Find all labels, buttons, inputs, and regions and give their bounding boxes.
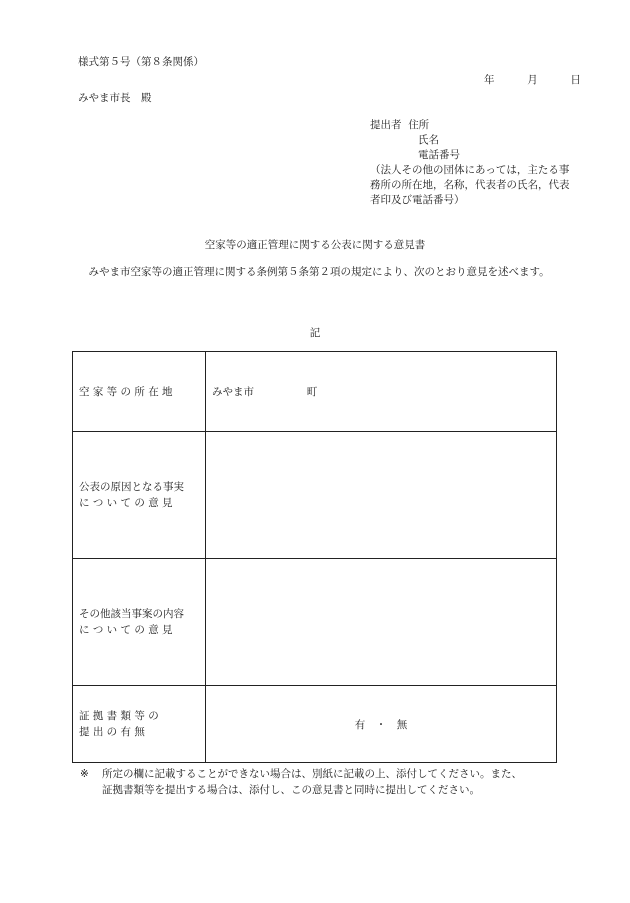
intro-paragraph: みやま市空家等の適正管理に関する条例第５条第２項の規定により、次のとおり意見を述べます。	[88, 266, 550, 278]
other-label-line2: に つ い て の 意 見	[79, 624, 173, 636]
date-line	[484, 72, 581, 87]
date-day: 日	[570, 74, 581, 86]
evidence-label	[73, 686, 206, 763]
cause-label-line1: 公表の原因となる事実	[79, 481, 184, 493]
location-value[interactable]	[206, 352, 557, 432]
footnote-mark: ※	[80, 768, 89, 780]
location-label: 空 家 等 の 所 在 地	[73, 352, 206, 432]
cause-label	[73, 432, 206, 559]
other-label-line1: その他該当事案の内容	[79, 608, 184, 620]
form-number: 様式第５号（第８条関係）	[78, 56, 204, 68]
table-row-other	[73, 559, 557, 686]
addressee: みやま市長 殿	[78, 92, 152, 104]
location-city: みやま市	[212, 386, 254, 398]
evidence-label-line2: 提 出 の 有 無	[79, 726, 145, 738]
opinion-table	[72, 351, 557, 763]
submitter-phone-label: 電話番号	[418, 149, 460, 161]
other-label	[73, 559, 206, 686]
table-row-cause	[73, 432, 557, 559]
document-title: 空家等の適正管理に関する公表に関する意見書	[204, 239, 426, 251]
submitter-name-label: 氏名	[418, 134, 439, 146]
evidence-label-line1: 証 拠 書 類 等 の	[79, 710, 159, 722]
date-year: 年	[484, 74, 495, 86]
footnote-line1: 所定の欄に記載することができない場合は、別紙に記載の上、添付してください。また、	[102, 768, 522, 780]
submitter-block	[370, 118, 460, 163]
date-month: 月	[527, 74, 538, 86]
table-row-location	[73, 352, 557, 432]
submitter-address-label: 住所	[408, 119, 430, 131]
evidence-value[interactable]: 有 ・ 無	[206, 686, 557, 763]
footnote	[80, 766, 560, 798]
submitter-label: 提出者	[370, 119, 402, 131]
cause-label-line2: に つ い て の 意 見	[79, 497, 173, 509]
submitter-address-row	[370, 118, 460, 133]
footnote-line2: 証拠書類等を提出する場合は、添付し、この意見書と同時に提出してください。	[102, 784, 480, 796]
cause-value[interactable]	[206, 432, 557, 559]
submitter-note: （法人その他の団体にあっては，主たる事務所の所在地，名称，代表者の氏名，代表者印及び電話番号）	[370, 164, 570, 206]
table-row-evidence	[73, 686, 557, 763]
other-value[interactable]	[206, 559, 557, 686]
location-town: 町	[306, 386, 318, 398]
ki-heading: 記	[309, 327, 321, 339]
